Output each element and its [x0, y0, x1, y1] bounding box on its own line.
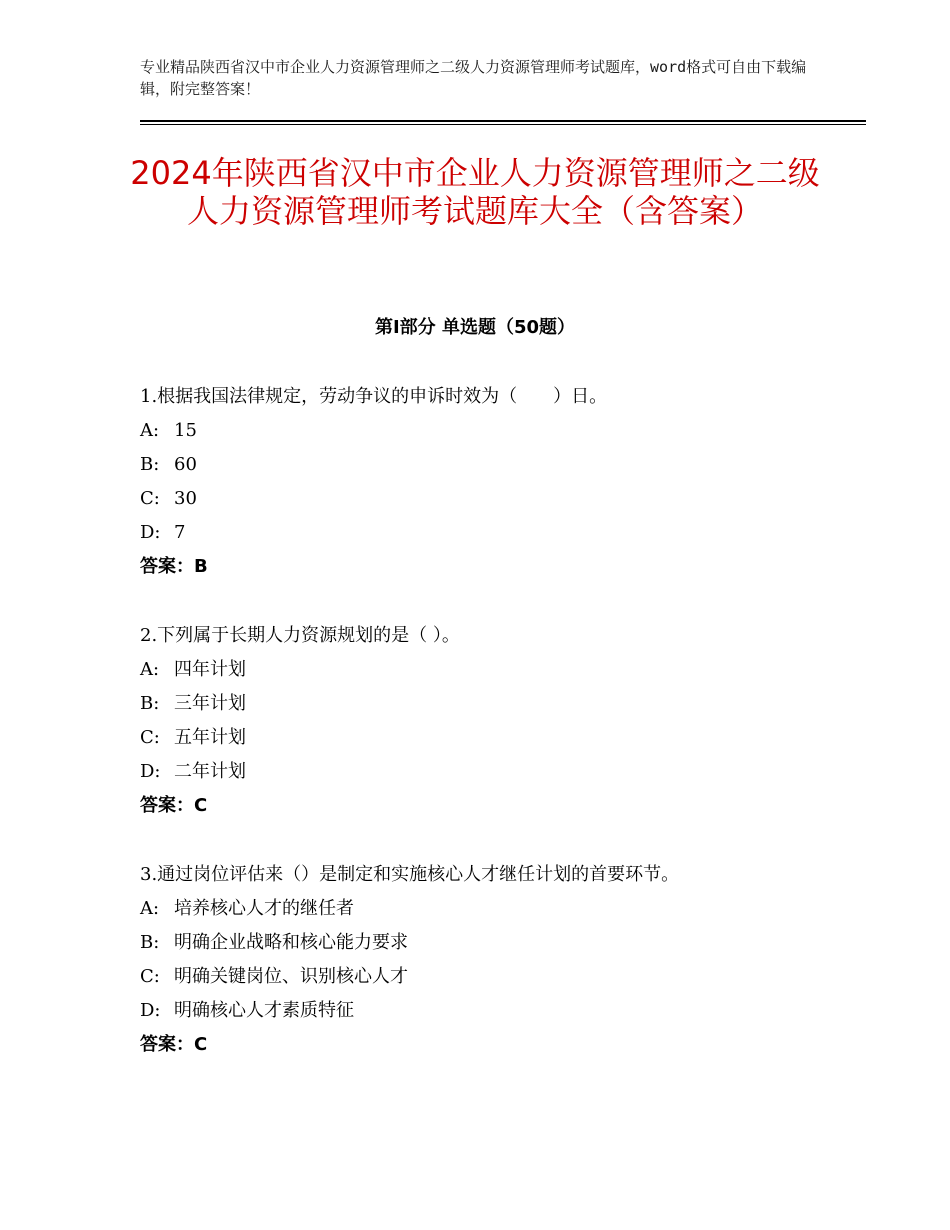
- question-stem: 1.根据我国法律规定，劳动争议的申诉时效为（ ）日。: [140, 386, 608, 407]
- option-letter: C:: [140, 727, 160, 748]
- section-heading: 第Ⅰ部分 单选题（50题）: [374, 317, 575, 338]
- option-letter: A:: [140, 659, 160, 680]
- option-letter: C:: [140, 488, 160, 509]
- question-2: [140, 619, 860, 823]
- header-rule-thin: [140, 124, 866, 125]
- option-text: 明确企业战略和核心能力要求: [174, 932, 408, 953]
- header-note: 专业精品陕西省汉中市企业人力资源管理师之二级人力资源管理师考试题库，word格式可自由下载编辑，附完整答案！: [140, 58, 807, 98]
- option-c: [140, 960, 860, 994]
- option-text: 二年计划: [174, 761, 246, 782]
- question-stem: 2.下列属于长期人力资源规划的是（ ）。: [140, 625, 460, 646]
- answer: 答案：B: [140, 556, 208, 577]
- option-letter: D:: [140, 761, 161, 782]
- option-c: [140, 482, 860, 516]
- option-b: [140, 687, 860, 721]
- option-c: [140, 721, 860, 755]
- option-letter: B:: [140, 693, 160, 714]
- option-text: 培养核心人才的继任者: [174, 898, 354, 919]
- option-letter: A:: [140, 898, 160, 919]
- option-text: 明确关键岗位、识别核心人才: [174, 966, 408, 987]
- option-text: 五年计划: [174, 727, 246, 748]
- option-text: 30: [174, 488, 197, 509]
- option-d: [140, 755, 860, 789]
- option-letter: D:: [140, 522, 161, 543]
- option-a: [140, 414, 860, 448]
- option-d: [140, 994, 860, 1028]
- question-stem: 3.通过岗位评估来（）是制定和实施核心人才继任计划的首要环节。: [140, 864, 680, 885]
- option-letter: C:: [140, 966, 160, 987]
- option-text: 明确核心人才素质特征: [174, 1000, 354, 1021]
- header-rule-thick: [140, 120, 866, 122]
- document-title: 2024年陕西省汉中市企业人力资源管理师之二级人力资源管理师考试题库大全（含答案）: [130, 154, 820, 230]
- option-text: 四年计划: [174, 659, 246, 680]
- answer: 答案：C: [140, 1034, 208, 1055]
- option-text: 15: [174, 420, 197, 441]
- option-a: [140, 653, 860, 687]
- option-text: 7: [174, 522, 186, 543]
- option-letter: B:: [140, 454, 160, 475]
- option-a: [140, 892, 860, 926]
- option-text: 三年计划: [174, 693, 246, 714]
- answer: 答案：C: [140, 795, 208, 816]
- option-d: [140, 516, 860, 550]
- question-1: [140, 380, 860, 584]
- option-letter: D:: [140, 1000, 161, 1021]
- option-letter: A:: [140, 420, 160, 441]
- option-letter: B:: [140, 932, 160, 953]
- option-text: 60: [174, 454, 197, 475]
- question-3: [140, 858, 860, 1062]
- option-b: [140, 448, 860, 482]
- option-b: [140, 926, 860, 960]
